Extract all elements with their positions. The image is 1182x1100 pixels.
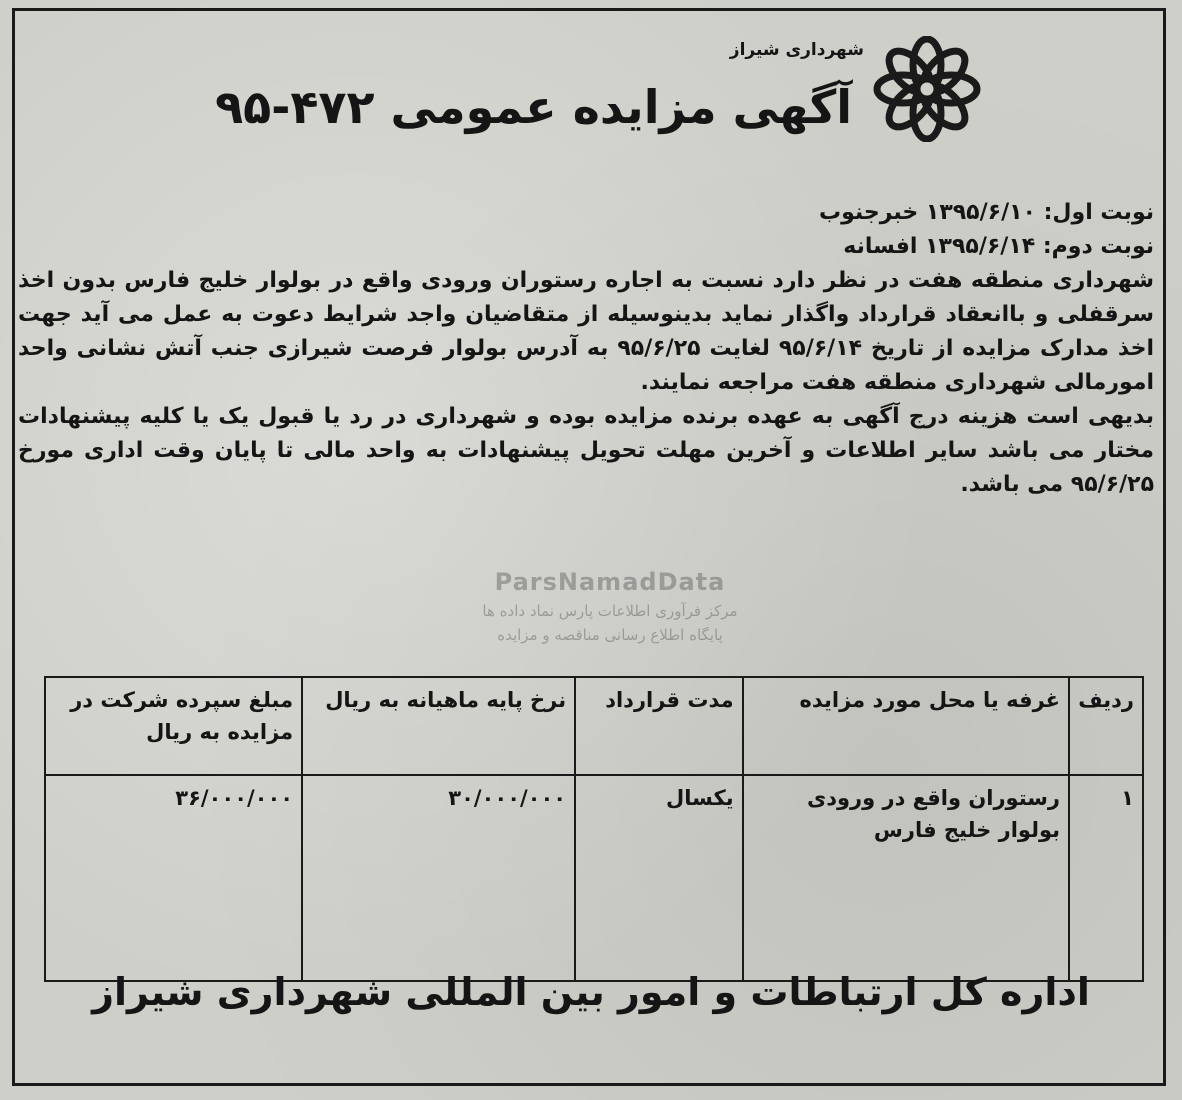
table-header-radif: ردیف [1069,677,1143,775]
table-cell-radif: ۱ [1069,775,1143,981]
page-title: آگهی مزایده عمومی ۴۷۲-۹۵ [215,80,852,134]
notice-first-publication: نوبت اول: ۱۳۹۵/۶/۱۰ خبرجنوب [818,200,1154,225]
watermark-line-2: پایگاه اطلاع رسانی مناقصه و مزایده [497,626,723,644]
table-cell-rate: ۳۰/۰۰۰/۰۰۰ [302,775,575,981]
table-header-deposit: مبلغ سپرده شرکت در مزایده به ریال [45,677,302,775]
footer-department: اداره کل ارتباطات و امور بین المللی شهرداری شیراز [92,970,1090,1014]
table-cell-place: رستوران واقع در ورودی بولوار خلیج فارس [743,775,1069,981]
table-header-rate: نرخ پایه ماهیانه به ریال [302,677,575,775]
table-cell-deposit: ۳۶/۰۰۰/۰۰۰ [45,775,302,981]
header-org-name: شهرداری شیراز [729,40,864,60]
auction-table [44,676,1144,982]
notice-second-publication: نوبت دوم: ۱۳۹۵/۶/۱۴ افسانه [843,234,1154,259]
table-header-duration: مدت قرارداد [575,677,742,775]
table-header-row [45,677,1143,775]
shiraz-municipality-logo-icon [872,36,982,142]
table-cell-duration: یکسال [575,775,742,981]
table-row [45,775,1143,981]
watermark-line-1: مرکز فرآوری اطلاعات پارس نماد داده ها [482,602,738,620]
table-header-place: غرفه یا محل مورد مزایده [743,677,1069,775]
notice-paragraph-terms: بدیهی است هزینه درج آگهی به عهده برنده مزایده بوده و شهرداری در رد یا قبول یک یا کلیه پیشنهادات مختار می باشد سایر اطلاعات و آخرین مهلت تحویل پیشنهادات به واحد مالی تا پایان وقت اداری مورخ ۹۵/۶/۲۵ می باشد. [18,404,1154,497]
watermark-brand: ParsNamadData [494,568,726,596]
notice-body [18,196,1154,502]
notice-paragraph-main: شهرداری منطقه هفت در نظر دارد نسبت به اجاره رستوران ورودی واقع در بولوار خلیج فارس بدون اخذ سرقفلی و باانعقاد قرارداد واگذار نماید بدینوسیله از متقاضیان واجد شرایط دعوت به عمل می آید جهت اخذ مدارک مزایده از تاریخ ۹۵/۶/۱۴ لغایت ۹۵/۶/۲۵ به آدرس بولوار فرصت شیرازی جنب آتش نشانی واحد امورمالی شهرداری منطقه هفت مراجعه نمایند. [18,268,1154,395]
